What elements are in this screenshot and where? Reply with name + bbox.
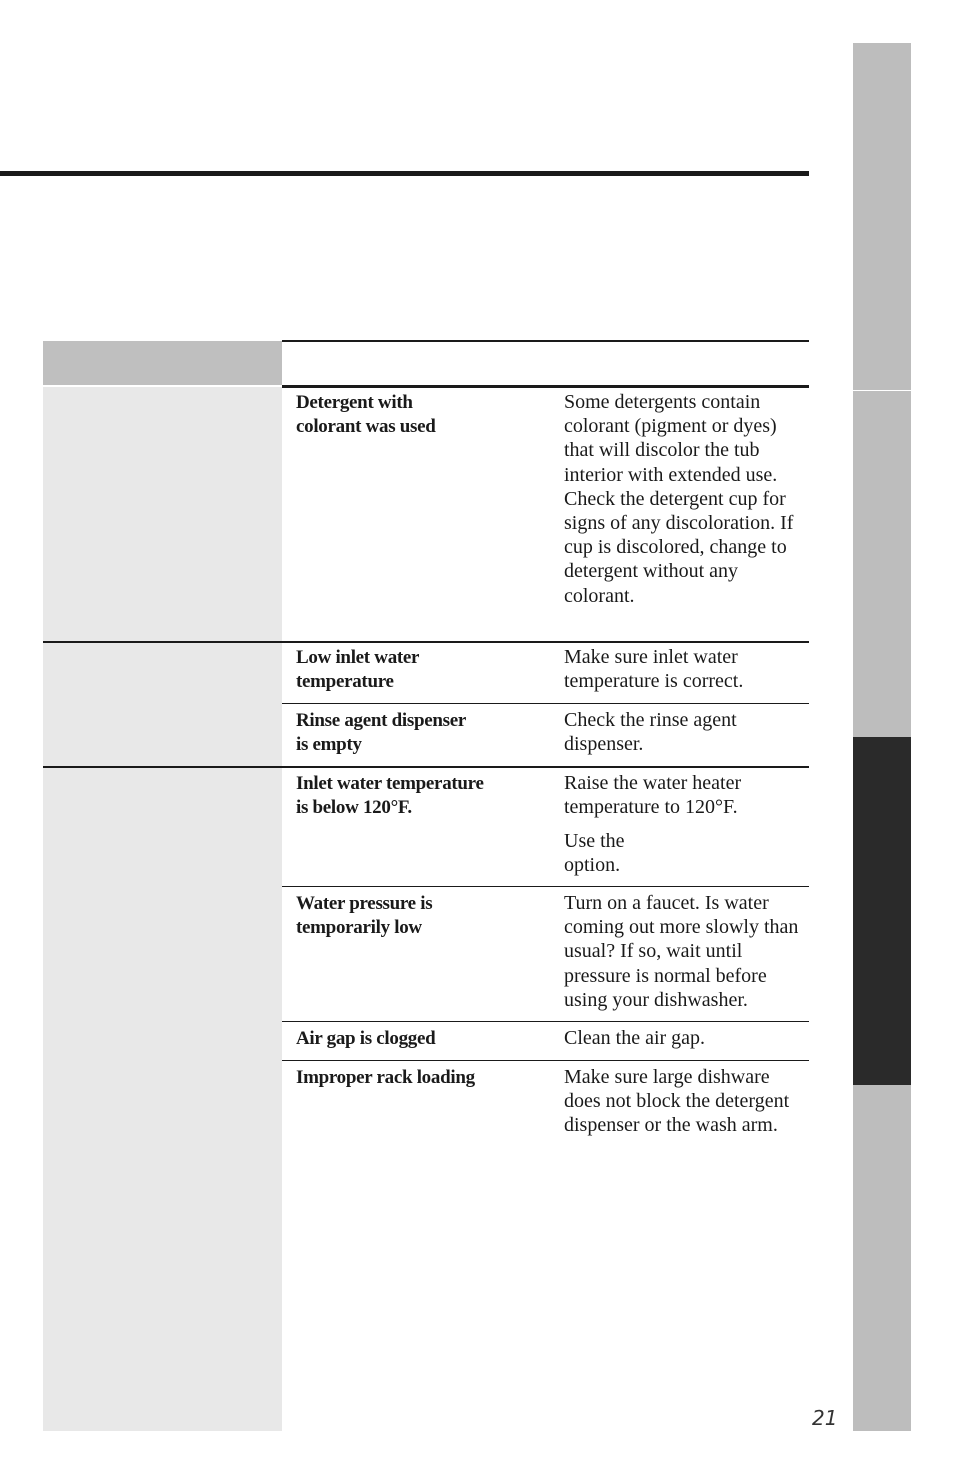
solution-text: Clean the air gap. <box>564 1027 706 1049</box>
row-divider <box>282 1021 809 1022</box>
row-divider <box>282 1060 809 1061</box>
problem-divider <box>43 641 809 643</box>
page-number: 21 <box>812 1406 838 1430</box>
section-tab-active[interactable] <box>853 737 911 1085</box>
cause-text: Water pressure is temporarily low <box>296 893 433 938</box>
section-tab-4[interactable] <box>853 1085 911 1431</box>
section-tab-1[interactable] <box>853 43 911 390</box>
table-header-problem-cell <box>43 341 282 385</box>
cause-text: Inlet water temperature is below 120°F. <box>296 773 484 818</box>
solution-text: Make sure inlet water temperature is correct. <box>564 646 744 693</box>
cause-text: Improper rack loading <box>296 1067 475 1088</box>
cause-text: Detergent with colorant was used <box>296 392 436 437</box>
row-divider <box>282 703 809 704</box>
cause-text: Low inlet water temperature <box>296 647 420 692</box>
solution-text: Check the rinse agent dispenser. <box>564 709 737 756</box>
solution-text: Raise the water heater temperature to 120°F. <box>564 772 742 819</box>
table-header-rule <box>282 340 809 342</box>
section-tab-2[interactable] <box>853 391 911 737</box>
header-divider <box>282 385 809 388</box>
solution-text: Make sure large dishware does not block the detergent dispenser or the wash arm. <box>564 1066 790 1137</box>
solution-text: Turn on a faucet. Is water coming out more slowly than usual? If so, wait until pressure is normal before using your dishwasher. <box>564 892 799 1011</box>
problem-divider <box>43 766 809 768</box>
cause-text: Air gap is clogged <box>296 1028 436 1049</box>
row-divider <box>282 886 809 887</box>
top-rule <box>0 171 809 176</box>
cause-text: Rinse agent dispenser is empty <box>296 710 466 755</box>
solution-text: Some detergents contain colorant (pigment or dyes) that will discolor the tub interior with extended use. Check the detergent cup for signs of any discoloration. If cup is discolored, change to detergent without any colorant. <box>564 391 794 607</box>
problem-column <box>43 387 282 1431</box>
solution-text: Use the option. <box>564 830 625 877</box>
